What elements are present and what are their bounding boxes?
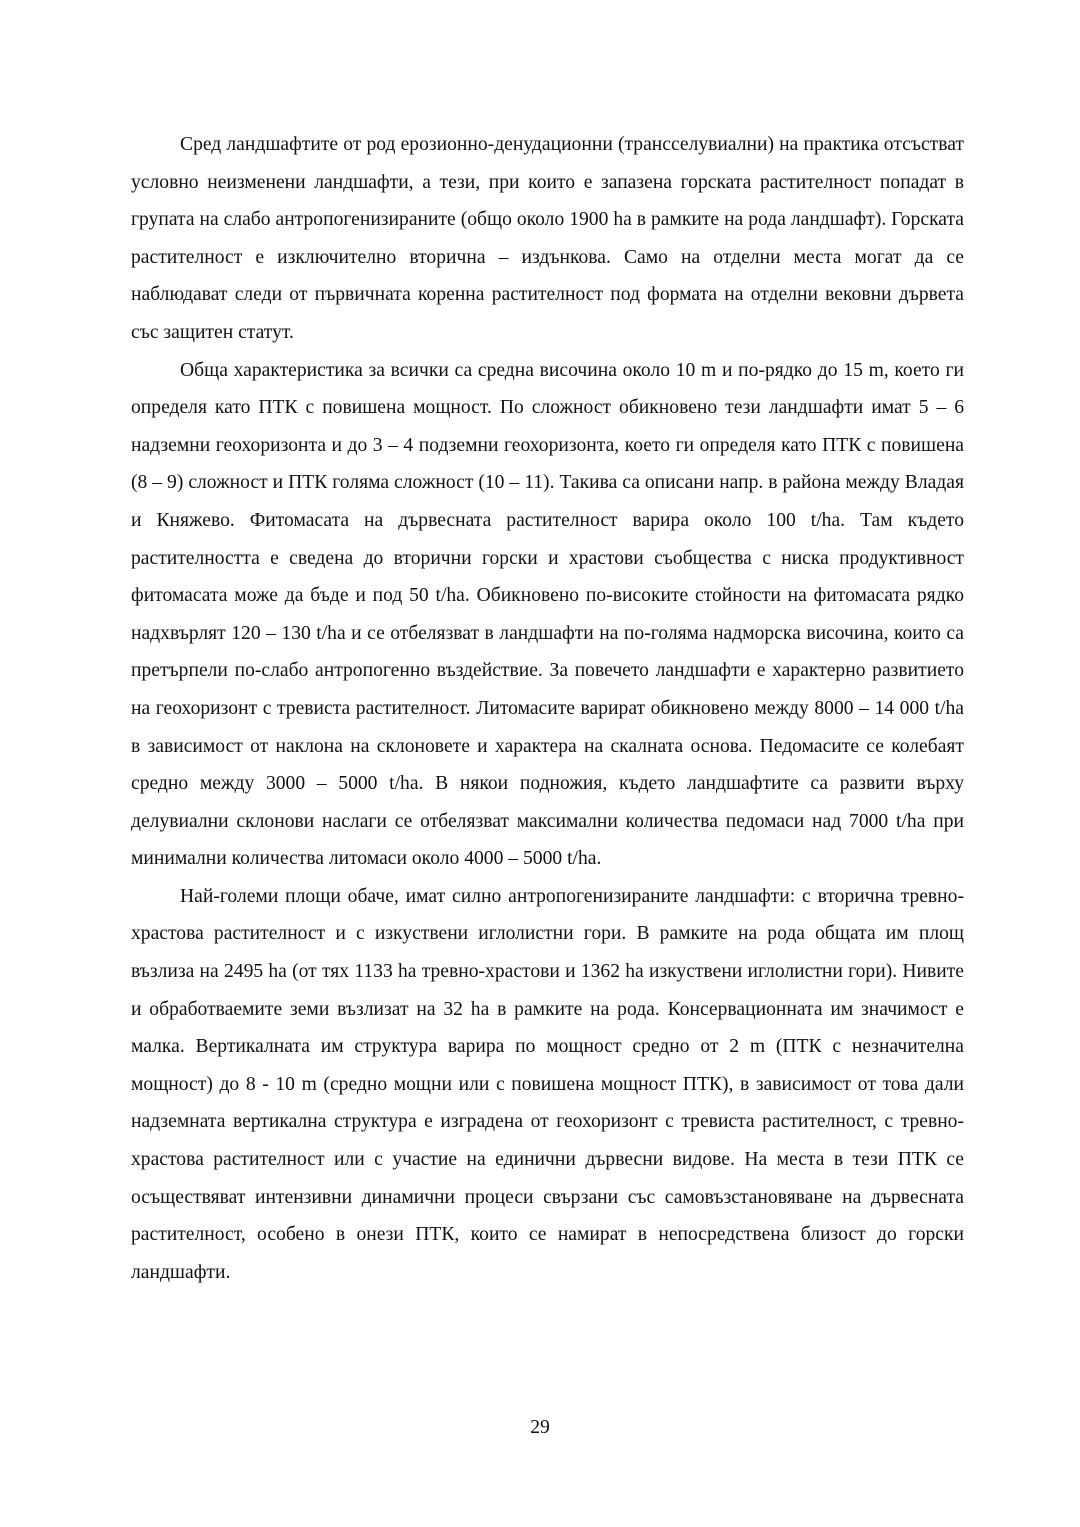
paragraph-2: Обща характеристика за всички са средна височина около 10 m и по-рядко до 15 m, което ги определя като ПТК с повишена мощност. По сложност обикновено тези ландшафти имат 5 – 6 надземни геохоризонта и до 3 – 4 подземни геохоризонта, което ги определя като ПТК с повишена (8 – 9) сложност и ПТК голяма сложност (10 – 11). Такива са описани напр. в района между Владая и Княжево. Фитомасата на дървесната растителност варира около 100 t/ha. Там където растителността е сведена до вторични горски и храстови съобщества с ниска продуктивност фитомасата може да бъде и под 50 t/ha. Обикновено по-високите стойности на фитомасата рядко надхвърлят 120 – 130 t/ha и се отбелязват в ландшафти на по-голяма надморска височина, които са претърпели по-слабо антропогенно въздействие. За повечето ландшафти е характерно развитието на геохоризонт с тревиста растителност. Литомасите варират обикновено между 8000 – 14 000 t/ha в зависимост от наклона на склоновете и характера на скалната основа. Педомасите се колебаят средно между 3000 – 5000 t/ha. В някои подножия, където ландшафтите са развити върху делувиални склонови наслаги се отбелязват максимални количества педомаси над 7000 t/ha при минимални количества литомаси около 4000 – 5000 t/ha.	[131, 359, 964, 870]
paragraph-1: Сред ландшафтите от род ерозионно-денудационни (трансселувиални) на практика отсъстват условно неизменени ландшафти, а тези, при които е запазена горската растителност попадат в групата на слабо антропогенизираните (общо около 1900 ha в рамките на рода ландшафт). Горската растителност е изключително вторична – издънкова. Само на отделни места могат да се наблюдават следи от първичната коренна растителност под формата на отделни вековни дървета със защитен статут.	[131, 134, 964, 343]
paragraph-3: Най-големи площи обаче, имат силно антропогенизираните ландшафти: с вторична тревно-храстова растителност и с изкуствени иглолистни гори. В рамките на рода общата им площ възлиза на 2495 ha (от тях 1133 ha тревно-храстови и 1362 ha изкуствени иглолистни гори). Нивите и обработваемите земи възлизат на 32 ha в рамките на рода. Консервационната им значимост е малка. Вертикалната им структура варира по мощност средно от 2 m (ПТК с незначителна мощност) до 8 - 10 m (средно мощни или с повишена мощност ПТК), в зависимост от това дали надземната вертикална структура е изградена от геохоризонт с тревиста растителност, с тревно-храстова растителност или с участие на единични дървесни видове. На места в тези ПТК се осъществяват интензивни динамични процеси свързани със самовъзстановяване на дървесната растителност, особено в онези ПТК, които се намират в непосредствена близост до горски ландшафти.	[131, 885, 964, 1283]
document-body	[131, 126, 964, 1291]
page-number: 29	[530, 1417, 550, 1438]
